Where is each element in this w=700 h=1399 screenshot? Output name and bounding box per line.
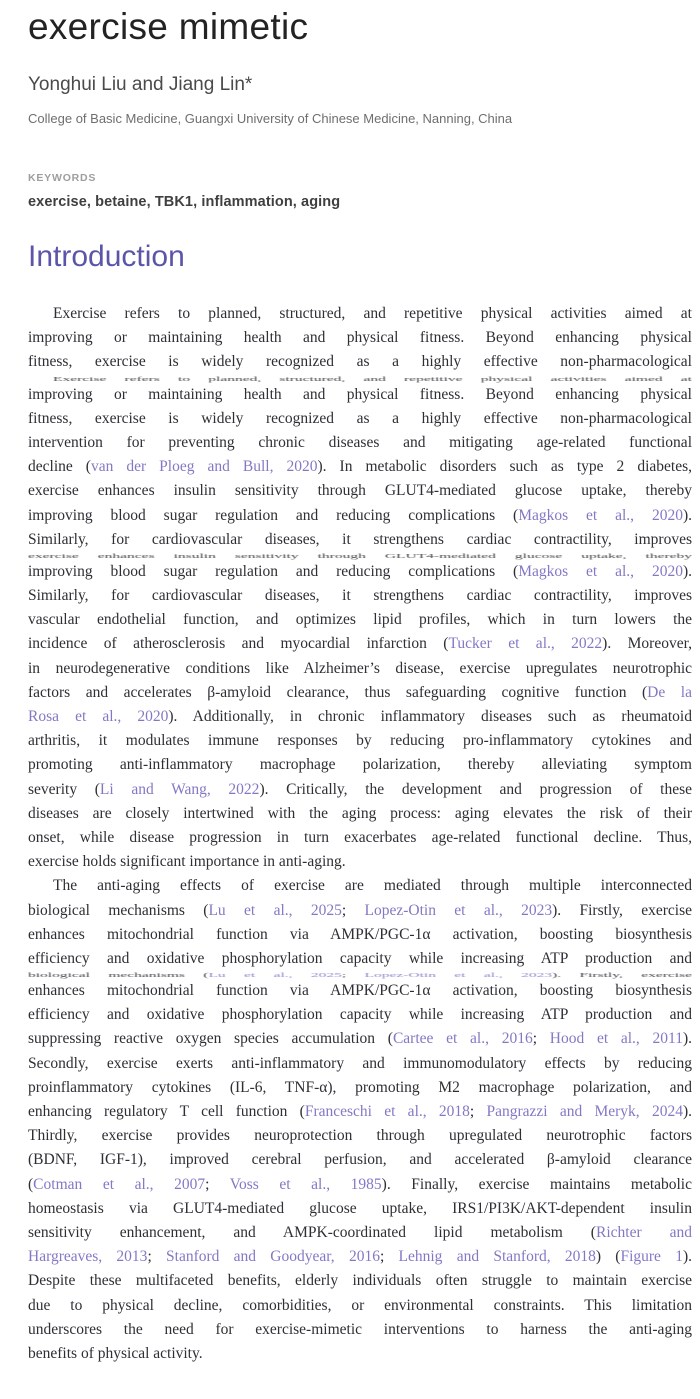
- text-line: [28, 1221, 692, 1245]
- text-segment: decline (: [28, 458, 91, 476]
- keywords-label: KEYWORDS: [28, 172, 97, 184]
- citation-link[interactable]: Magkos et al., 2020: [518, 506, 683, 524]
- text-segment: proinflammatory cytokines (IL-6, TNF-α), promoting M2 macrophage polarization, and: [28, 1078, 692, 1096]
- citation-link[interactable]: Magkos et al., 2020: [518, 562, 683, 580]
- text-segment: diseases are closely intertwined with the aging process: aging elevates the risk of their: [28, 804, 692, 822]
- text-segment: promoting anti-inflammatory macrophage polarization, thereby alleviating symptom: [28, 756, 692, 774]
- text-line: [28, 479, 692, 503]
- keywords-list: exercise, betaine, TBK1, inflammation, aging: [28, 194, 341, 210]
- citation-link[interactable]: Voss et al., 1985: [229, 1175, 382, 1193]
- text-segment: ). In metabolic disorders such as type 2 diabetes,: [317, 458, 692, 476]
- citation-link[interactable]: Lopez-Otin et al., 2023: [364, 901, 553, 919]
- text-segment: (: [28, 1175, 34, 1193]
- citation-link[interactable]: Tucker et al., 2022: [448, 635, 603, 653]
- text-line: [28, 302, 692, 326]
- text-line: [28, 455, 692, 479]
- text-line: [28, 1342, 692, 1366]
- text-segment: ).: [682, 1103, 692, 1120]
- text-segment: ).: [682, 562, 692, 580]
- text-segment: ;: [205, 1175, 230, 1193]
- text-segment: exercise enhances insulin sensitivity through GLUT4-mediated glucose uptake, thereby: [28, 482, 692, 500]
- text-segment: The anti-aging effects of exercise are mediated through multiple interconnected: [53, 877, 692, 895]
- citation-link[interactable]: Figure 1: [620, 1248, 683, 1266]
- text-segment: ;: [147, 1248, 167, 1266]
- text-segment: vascular endothelial function, and optimizes lipid profiles, which in turn lowers the: [28, 611, 692, 629]
- text-line: [28, 1100, 692, 1124]
- text-segment: ). Firstly, exercise: [552, 972, 692, 979]
- text-segment: Exercise refers to planned, structured, and repetitive physical activities aimed at: [53, 375, 692, 383]
- text-line: [28, 1197, 692, 1221]
- text-segment: benefits of physical activity.: [28, 1344, 203, 1362]
- article-authors: Yonghui Liu and Jiang Lin*: [28, 74, 253, 95]
- text-line: [28, 657, 692, 681]
- ghost-text-line: [28, 552, 692, 560]
- text-segment: efficiency and oxidative phosphorylation capacity while increasing ATP production and: [28, 949, 692, 967]
- text-segment: efficiency and oxidative phosphorylation capacity while increasing ATP production and: [28, 1006, 692, 1024]
- text-segment: ). Additionally, in chronic inflammatory diseases such as rheumatoid: [168, 708, 692, 725]
- text-line: [28, 1269, 692, 1293]
- citation-link[interactable]: De la: [647, 683, 692, 701]
- text-segment: enhancing regulatory T cell function (: [28, 1103, 305, 1120]
- text-line: [28, 802, 692, 826]
- text-line: [28, 1124, 692, 1148]
- text-line: [28, 850, 692, 874]
- text-segment: enhances mitochondrial function via AMPK/PGC-1α activation, boosting biosynthesis: [28, 982, 692, 1000]
- text-line: [28, 705, 692, 729]
- citation-link[interactable]: Lopez-Otin et al., 2023: [364, 972, 553, 979]
- text-segment: ) (: [595, 1248, 621, 1266]
- text-segment: ). Critically, the development and progression of these: [259, 780, 692, 798]
- text-segment: intervention for preventing chronic diseases and mitigating age-related functional: [28, 433, 692, 451]
- text-line: [28, 979, 692, 1003]
- text-segment: due to physical decline, comorbidities, or environmental constraints. This limitation: [28, 1296, 692, 1314]
- text-line: [28, 383, 692, 407]
- text-segment: homeostasis via GLUT4-mediated glucose uptake, IRS1/PI3K/AKT-dependent insulin: [28, 1199, 692, 1217]
- text-segment: ). Moreover,: [602, 635, 692, 653]
- text-line: [28, 681, 692, 705]
- text-segment: Despite these multifaceted benefits, elderly individuals often struggle to maintain exercise: [28, 1272, 692, 1290]
- text-line: [28, 1245, 692, 1269]
- text-line: [28, 753, 692, 777]
- ghost-text-line: [28, 971, 692, 979]
- text-segment: improving or maintaining health and physical fitness. Beyond enhancing physical: [28, 385, 692, 403]
- text-line: [28, 923, 692, 947]
- text-line: [28, 326, 692, 350]
- text-segment: suppressing reactive oxygen species accumulation (: [28, 1030, 393, 1048]
- text-line: [28, 504, 692, 528]
- section-heading-introduction: Introduction: [28, 240, 185, 273]
- text-line: [28, 350, 692, 374]
- text-segment: (BDNF, IGF-1), improved cerebral perfusion, and accelerated β-amyloid clearance: [28, 1151, 692, 1169]
- text-line: [28, 947, 692, 971]
- citation-link[interactable]: Cotman et al., 2007: [33, 1175, 206, 1193]
- ghost-text-line: [28, 375, 692, 383]
- text-segment: ;: [341, 972, 365, 979]
- text-segment: enhances mitochondrial function via AMPK/PGC-1α activation, boosting biosynthesis: [28, 925, 692, 943]
- text-segment: Similarly, for cardiovascular diseases, it strengthens cardiac contractility, improves: [28, 587, 692, 605]
- text-line: [28, 560, 692, 584]
- citation-link[interactable]: Franceschi et al., 2018: [304, 1103, 470, 1120]
- text-segment: underscores the need for exercise-mimetic interventions to harness the anti-aging: [28, 1320, 692, 1338]
- text-line: [28, 407, 692, 431]
- text-segment: exercise holds significant importance in anti-aging.: [28, 853, 346, 871]
- text-line: [28, 1148, 692, 1172]
- citation-link[interactable]: Rosa et al., 2020: [28, 708, 169, 725]
- text-segment: ;: [469, 1103, 487, 1120]
- text-segment: Thirdly, exercise provides neuroprotection through upregulated neurotrophic factors: [28, 1127, 692, 1145]
- text-segment: biological mechanisms (: [28, 901, 209, 919]
- citation-link[interactable]: Cartee et al., 2016: [392, 1030, 533, 1048]
- text-segment: arthritis, it modulates immune responses by reducing pro-inflammatory cytokines and: [28, 732, 692, 750]
- article-affiliation: College of Basic Medicine, Guangxi University of Chinese Medicine, Nanning, China: [28, 111, 513, 126]
- text-segment: ;: [379, 1248, 399, 1266]
- text-segment: Secondly, exercise exerts anti-inflammatory and immunomodulatory effects by reducing: [28, 1054, 692, 1072]
- text-segment: ).: [682, 1030, 692, 1048]
- text-segment: exercise enhances insulin sensitivity through GLUT4-mediated glucose uptake, thereby: [28, 553, 692, 560]
- text-line: [28, 1173, 692, 1197]
- text-line: [28, 826, 692, 850]
- text-segment: ).: [682, 1248, 692, 1266]
- text-segment: ;: [532, 1030, 550, 1048]
- text-segment: ).: [682, 506, 692, 524]
- text-line: [28, 528, 692, 552]
- citation-link[interactable]: van der Ploeg and Bull, 2020: [90, 458, 318, 476]
- text-segment: Exercise refers to planned, structured, and repetitive physical activities aimed at: [53, 305, 692, 322]
- text-line: [28, 1318, 692, 1342]
- text-segment: severity (: [28, 780, 100, 798]
- text-segment: improving blood sugar regulation and reducing complications (: [28, 506, 519, 524]
- text-segment: incidence of atherosclerosis and myocardial infarction (: [28, 635, 449, 653]
- text-segment: fitness, exercise is widely recognized as a highly effective non-pharmacological: [28, 353, 692, 371]
- text-line: [28, 584, 692, 608]
- citation-link[interactable]: Stanford and Goodyear, 2016: [166, 1248, 380, 1266]
- text-line: [28, 431, 692, 455]
- text-segment: Similarly, for cardiovascular diseases, it strengthens cardiac contractility, improves: [28, 530, 692, 548]
- text-line: [28, 778, 692, 802]
- citation-link[interactable]: Richter and: [595, 1223, 692, 1241]
- citation-link[interactable]: Li and Wang, 2022: [99, 780, 260, 798]
- text-line: [28, 1027, 692, 1051]
- text-segment: improving blood sugar regulation and reducing complications (: [28, 562, 519, 580]
- text-segment: onset, while disease progression in turn exacerbates age-related functional decline. Thus,: [28, 828, 692, 846]
- text-line: [28, 729, 692, 753]
- text-segment: factors and accelerates β-amyloid clearance, thus safeguarding cognitive function (: [28, 683, 648, 701]
- article-title: exercise mimetic: [28, 6, 309, 47]
- text-segment: improving or maintaining health and physical fitness. Beyond enhancing physical: [28, 329, 692, 347]
- citation-link[interactable]: Lu et al., 2025: [208, 901, 342, 919]
- text-line: [28, 632, 692, 656]
- text-segment: biological mechanisms (: [28, 972, 209, 979]
- text-line: [28, 1003, 692, 1027]
- citation-link[interactable]: Lehnig and Stanford, 2018: [398, 1248, 596, 1266]
- text-line: [28, 608, 692, 632]
- article-body: [28, 302, 692, 1366]
- citation-link[interactable]: Hargreaves, 2013: [28, 1248, 148, 1266]
- text-segment: fitness, exercise is widely recognized as a highly effective non-pharmacological: [28, 409, 692, 427]
- text-line: [28, 1294, 692, 1318]
- text-segment: in neurodegenerative conditions like Alzheimer’s disease, exercise upregulates neurotrophic: [28, 659, 692, 677]
- text-segment: ). Finally, exercise maintains metabolic: [381, 1175, 692, 1193]
- text-segment: ). Firstly, exercise: [552, 901, 692, 919]
- citation-link[interactable]: Hood et al., 2011: [549, 1030, 683, 1048]
- citation-link[interactable]: Pangrazzi and Meryk, 2024: [486, 1103, 683, 1120]
- citation-link[interactable]: Lu et al., 2025: [208, 972, 342, 979]
- text-line: [28, 874, 692, 898]
- text-segment: sensitivity enhancement, and AMPK-coordinated lipid metabolism (: [28, 1223, 596, 1241]
- text-line: [28, 899, 692, 923]
- text-segment: ;: [341, 901, 365, 919]
- text-line: [28, 1076, 692, 1100]
- text-line: [28, 1052, 692, 1076]
